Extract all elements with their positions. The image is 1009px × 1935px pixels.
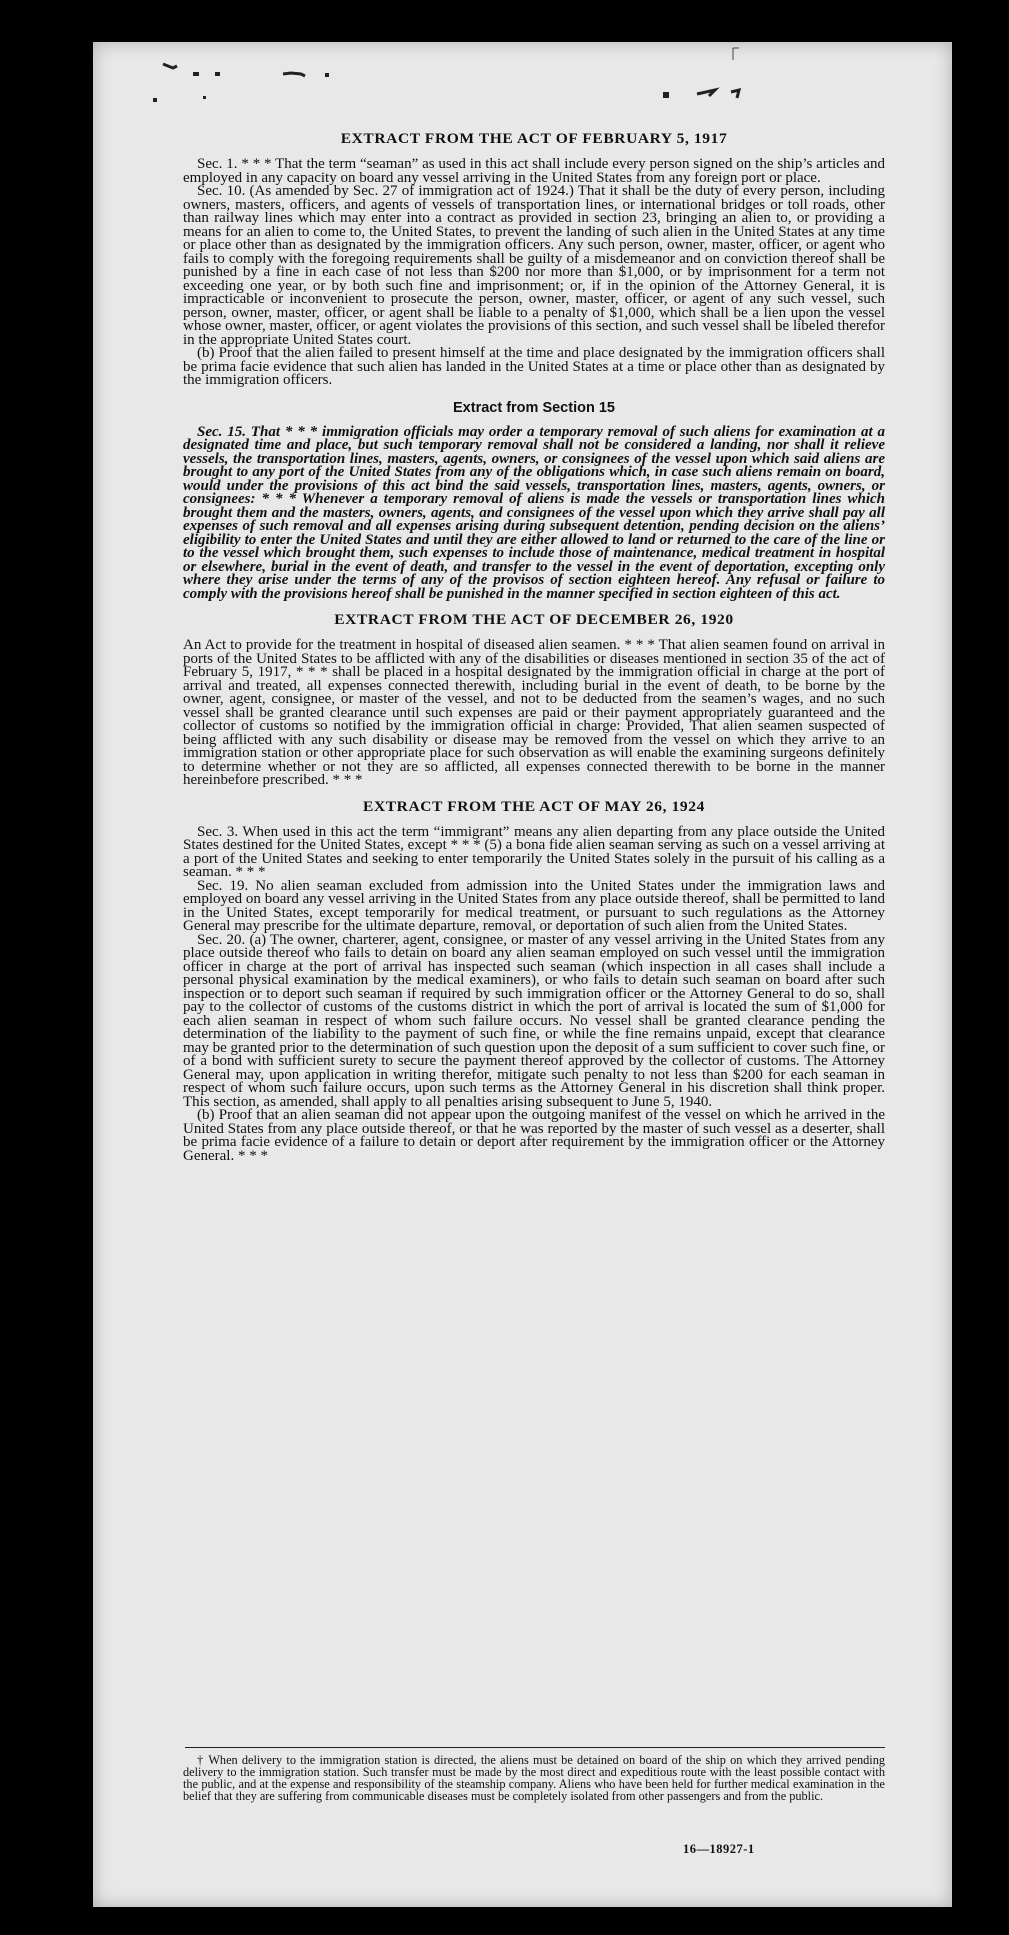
paragraph: Sec. 20. (a) The owner, charterer, agent, consignee, or master of any vessel arriving in the United States from any place outside thereof who fails to detain on board any alien seaman employed on such vessel until the immigration officer in charge at the port of arrival has inspected such seaman (which inspection in all cases shall include a personal physical examination by the medical examiners), or who fails to detain such seaman on board after such inspection or to deport such seaman if required by such immigration officer or the Attorney General to do so, shall pay to the collector of customs of the customs district in which the port of arrival is located the sum of $1,000 for each alien seaman in respect of whom such failure occurs. No vessel shall be granted clearance pending the determination of the liability to the payment of such fine, or while the fine remains unpaid, except that clearance may be granted prior to the determination of such question upon the deposit of a sum sufficient to cover such fine, or of a bond with sufficient surety to secure the payment thereof approved by the collector of customs. The Attorney General may, upon application in writing therefor, mitigate such penalty to not less than $200 for each seaman in respect of whom such failure occurs, upon such terms as the Attorney General in his discretion shall think proper. This section, as amended, shall apply to all penalties arising subsequent to June 5, 1940.	[183, 931, 885, 1110]
footnote	[183, 1754, 885, 1802]
document-page	[93, 42, 952, 1907]
form-number: 16—18927-1	[683, 1842, 755, 1856]
paragraph: An Act to provide for the treatment in hospital of diseased alien seamen. * * * That alien seamen found on arrival in ports of the United States to be afflicted with any of the disabilities or diseases mentioned in section 35 of the act of February 5, 1917, * * * shall be placed in a hospital designated by the immigration official in charge at the port of arrival and treated, all expenses connected therewith, including burial in the event of death, to be borne by the owner, agent, consignee, or master of the vessel, and not to be deducted from the seamen’s wages, and no such vessel shall be granted clearance until such expenses are paid or their payment appropriately guaranteed and the collector of customs so notified by the immigration official in charge: Provided, That alien seamen suspected of being afflicted with any such disability or disease may be removed from the vessel on which they arrive to an immigration station or other appropriate place for such observation as will enable the examining surgeons definitely to determine whether or not they are so afflicted, all expenses connected therewith to be borne in the manner hereinbefore prescribed. * * *	[183, 637, 885, 788]
paragraph: Sec. 3. When used in this act the term “immigrant” means any alien departing from any place outside the United States destined for the United States, except * * * (5) a bona fide alien seaman serving as such on a vessel arriving at a port of the United States and seeking to enter temporarily the United States solely in the pursuit of his calling as a seaman. * * *	[183, 823, 885, 880]
footnote-text: † When delivery to the immigration station is directed, the aliens must be detained on board of the ship on which they arrived pending delivery to the immigration station. Such transfer must be made by the most direct and expeditious route with the least possible contact with the public, and at the expense and responsibility of the steamship company. Aliens who have been held for further medical examination in the belief that they are suffering from communicable diseases must be completely isolated from other passengers and from the public.	[183, 1753, 885, 1803]
section-heading: EXTRACT FROM THE ACT OF MAY 26, 1924	[363, 797, 705, 815]
paragraph: Sec. 1. * * * That the term “seaman” as used in this act shall include every person signed on the ship’s articles and employed in any capacity on board any vessel arriving in the United States from any foreign port or place.	[183, 156, 885, 186]
section-act-1920	[183, 611, 885, 788]
paragraph: Sec. 10. (As amended by Sec. 27 of immigration act of 1924.) That it shall be the duty of every person, including owners, masters, officers, and agents of vessels of transportation lines, or international bridges or toll roads, other than railway lines which may enter into a contract as provided in section 23, bringing an alien to, or providing a means for an alien to come to, the United States, to prevent the landing of such alien in the United States at any time or place other than as designated by the immigration officers. Any such person, owner, master, officer, or agent who fails to comply with the foregoing requirements shall be guilty of a misdemeanor and on conviction thereof shall be punished by a fine in each case of not less than $200 nor more than $1,000, or by imprisonment for a term not exceeding one year, or by both such fine and imprisonment; or, if in the opinion of the Attorney General, it is impracticable or inconvenient to prosecute the person, owner, master, officer, or agent of any such vessel, such person, owner, master, officer, or agent shall be liable to a penalty of $1,000, which shall be a lien upon the vessel whose owner, master, officer, or agent violates the provisions of this section, and such vessel shall be libeled therefor in the appropriate United States court.	[183, 183, 885, 348]
section-15-extract	[183, 400, 885, 602]
section-act-1917	[183, 130, 885, 388]
paragraph: (b) Proof that the alien failed to present himself at the time and place designated by the immigration officers shall be prima facie evidence that such alien has landed in the United States at a time or place other than as designated by the immigration officers.	[183, 345, 885, 388]
footnote-divider	[185, 1747, 885, 1748]
paragraph: Sec. 15. That * * * immigration officials may order a temporary removal of such aliens for examination at a designated time and place, but such temporary removal shall not be considered a landing, nor shall it relieve vessels, the transportation lines, masters, agents, owners, or consignees of the vessel upon which said aliens are brought to any port of the United States from any of the obligations which, in case such aliens remain on board, would under the provisions of this act bind the said vessels, transportation lines, masters, agents, owners, or consignees: * * * Whenever a temporary removal of aliens is made the vessels or transportation lines which brought them and the masters, owners, agents, and consignees of the vessel upon which they arrive shall pay all expenses of such removal and all expenses arising during subsequent detention, pending decision on the aliens’ eligibility to enter the United States and until they are either allowed to land or returned to the care of the line or to the vessel which brought them, such expenses to include those of maintenance, medical treatment in hospital or elsewhere, burial in the event of death, and transfer to the vessel in the event of deportation, excepting only where they arise under the terms of any of the provisos of section eighteen hereof. Any refusal or failure to comply with the provisions hereof shall be punished in the manner specified in section eighteen of this act.	[183, 423, 885, 602]
scan-marks	[93, 42, 952, 122]
document-body	[183, 130, 885, 1173]
section-heading: EXTRACT FROM THE ACT OF FEBRUARY 5, 1917	[340, 130, 728, 147]
paragraph: (b) Proof that an alien seaman did not appear upon the outgoing manifest of the vessel on which he arrived in the United States from any place outside thereof, or that he was reported by the master of such vessel as a deserter, shall be prima facie evidence of a failure to detain or deport after requirement by the immigration officer or the Attorney General. * * *	[183, 1107, 885, 1164]
section-heading: EXTRACT FROM THE ACT OF DECEMBER 26, 1920	[334, 611, 734, 628]
section-act-1924	[183, 798, 885, 1164]
section-heading: Extract from Section 15	[453, 399, 615, 416]
paragraph: Sec. 19. No alien seaman excluded from admission into the United States under the immigration laws and employed on board any vessel arriving in the United States from any place outside thereof, shall be permitted to land in the United States, except temporarily for medical treatment, or pursuant to such regulations as the Attorney General may prescribe for the ultimate departure, removal, or deportation of such alien from the United States.	[183, 877, 885, 934]
